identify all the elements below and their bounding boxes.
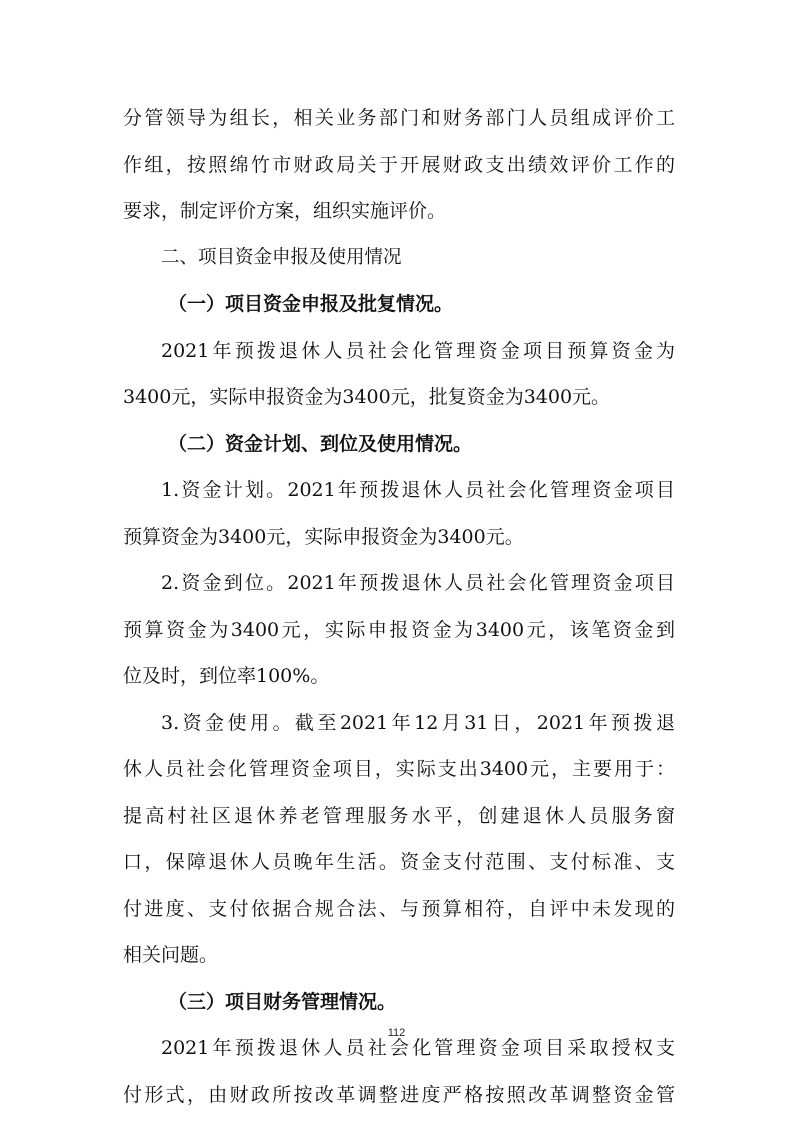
paragraph-line: 3400元，实际申报资金为3400元，批复资金为3400元。: [123, 386, 611, 408]
paragraph-line: 分管领导为组长，相关业务部门和财务部门人员组成评价工: [123, 107, 675, 129]
subsection-heading: （一）项目资金申报及批复情况。: [168, 293, 454, 315]
paragraph-line: 2.资金到位。2021年预拨退休人员社会化管理资金项目: [161, 572, 675, 594]
paragraph-line: 预算资金为3400元，实际申报资金为3400元，该笔资金到: [123, 618, 675, 641]
page-number: 112: [387, 1027, 406, 1039]
paragraph-line: 提高村社区退休养老管理服务水平，创建退休人员服务窗: [123, 804, 675, 827]
paragraph-line: 作组，按照绵竹市财政局关于开展财政支出绩效评价工作的: [123, 153, 675, 176]
paragraph-line: 2021年预拨退休人员社会化管理资金项目采取授权支: [161, 1037, 675, 1059]
paragraph-line: 口，保障退休人员晚年生活。资金支付范围、支付标准、支: [123, 851, 675, 873]
paragraph-line: 1.资金计划。2021年预拨退休人员社会化管理资金项目: [161, 479, 675, 501]
paragraph-line: 付进度、支付依据合规合法、与预算相符，自评中未发现的: [123, 897, 675, 920]
paragraph-line: 休人员社会化管理资金项目，实际支出3400元，主要用于：: [123, 758, 675, 780]
paragraph-line: 3.资金使用。截至2021年12月31日，2021年预拨退: [161, 711, 675, 734]
paragraph-line: 相关问题。: [123, 944, 219, 966]
paragraph-line: 要求，制定评价方案，组织实施评价。: [123, 200, 447, 222]
paragraph-line: 2021年预拨退休人员社会化管理资金项目预算资金为: [161, 339, 675, 362]
section-heading: 二、项目资金申报及使用情况: [161, 246, 402, 268]
paragraph-line: 付形式，由财政所按改革调整进度严格按照改革调整资金管: [123, 1083, 675, 1106]
subsection-heading: （三）项目财务管理情况。: [168, 990, 397, 1013]
paragraph-line: 预算资金为3400元，实际申报资金为3400元。: [123, 525, 524, 548]
body-text: [123, 95, 675, 1118]
paragraph-line: 位及时，到位率100%。: [123, 665, 330, 687]
subsection-heading: （二）资金计划、到位及使用情况。: [168, 432, 473, 455]
